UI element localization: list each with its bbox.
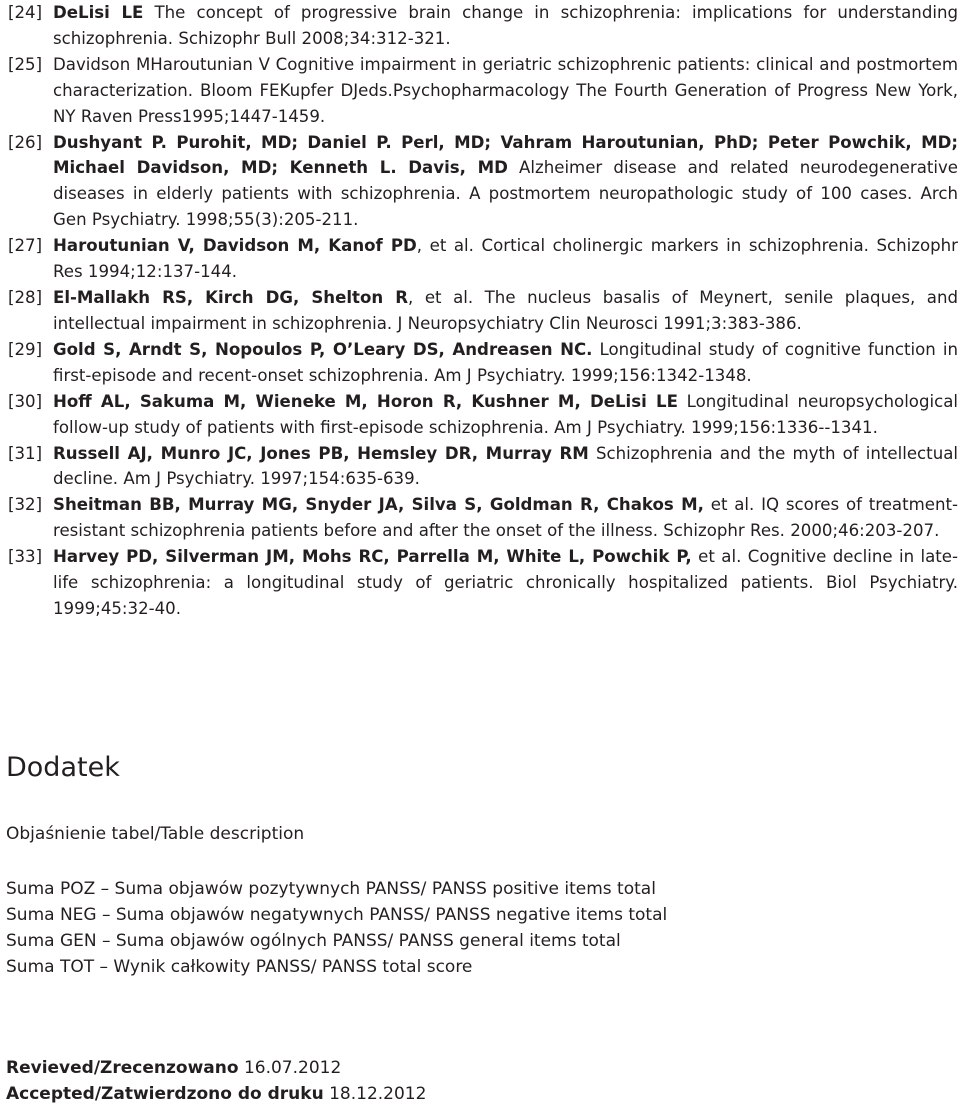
reference-28 (8, 285, 958, 337)
reference-text: Longitudinal study of cognitive function in first-episode and recent-onset schizophrenia. Am J Psychiatry. 1999;156:1342-1348. (53, 339, 959, 385)
reference-text: Schizophrenia and the myth of intellectual decline. Am J Psychiatry. 1997;154:635-639. (53, 443, 958, 489)
reference-27 (8, 233, 958, 285)
abbreviation-item: Suma GEN – Suma objawów ogólnych PANSS/ PANSS general items total (6, 931, 621, 951)
reference-text: Alzheimer disease and related neurodegenerative diseases in elderly patients with schizophrenia. A postmortem neuropathologic study of 100 cases. Arch Gen Psychiatry. 1998;55(3):205-211. (53, 158, 959, 230)
reference-authors: Gold S, Arndt S, Nopoulos P, O’Leary DS, Andreasen NC. (53, 339, 593, 359)
reference-text: et al. IQ scores of treatment-resistant schizophrenia patients before and after the onset of the illness. Schizophr Res. 2000;46:203-207. (53, 495, 958, 541)
reference-text: , et al. Cortical cholinergic markers in schizophrenia. Schizophr Res 1994;12:137-144. (53, 236, 958, 282)
reference-24 (8, 0, 958, 52)
reference-number: [29] (8, 339, 43, 359)
reference-authors: Hoff AL, Sakuma M, Wieneke M, Horon R, Kushner M, DeLisi LE (53, 391, 678, 411)
reference-text: , et al. The nucleus basalis of Meynert, senile plaques, and intellectual impairment in schizophrenia. J Neuropsychiatry Clin Neurosci 1991;3:383-386. (53, 288, 958, 333)
table-description-heading: Objaśnienie tabel/Table description (6, 824, 305, 844)
abbreviation-item: Suma TOT – Wynik całkowity PANSS/ PANSS total score (6, 957, 473, 977)
reference-25 (8, 52, 958, 130)
reference-authors: Dushyant P. Purohit, MD; Daniel P. Perl, MD; Vahram Haroutunian, PhD; Peter Powchik, MD; Michael Davidson, MD; Kenneth L. Davis, MD (53, 132, 958, 178)
appendix-title: Dodatek (6, 752, 120, 783)
reference-31 (8, 441, 958, 493)
reference-text: Davidson MHaroutunian V Cognitive impairment in geriatric schizophrenic patients: clinical and postmortem characterization. Bloom FEKupfer DJeds.Psychopharmacology The Fourth Generation of Progress New York, NY Raven Press1995;1447-1459. (53, 54, 958, 126)
reference-number: [33] (8, 547, 43, 567)
reviewed-label: Revieved/Zrecenzowano (6, 1058, 239, 1078)
reference-26 (8, 130, 958, 234)
abbreviation-item: Suma NEG – Suma objawów negatywnych PANSS/ PANSS negative items total (6, 905, 668, 925)
reference-authors: El-Mallakh RS, Kirch DG, Shelton R (53, 288, 408, 308)
reference-text: The concept of progressive brain change in schizophrenia: implications for understanding schizophrenia. Schizophr Bull 2008;34:312-321. (53, 3, 959, 48)
abbreviation-item: Suma POZ – Suma objawów pozytywnych PANSS/ PANSS positive items total (6, 879, 656, 899)
reviewed-date: 16.07.2012 (243, 1058, 342, 1078)
reference-number: [28] (8, 288, 43, 308)
reviewed-line (6, 1055, 426, 1081)
reference-number: [31] (8, 443, 43, 463)
reference-authors: Sheitman BB, Murray MG, Snyder JA, Silva S, Goldman R, Chakos M, (53, 495, 704, 515)
reference-29 (8, 337, 958, 389)
reference-authors: Haroutunian V, Davidson M, Kanof PD (53, 236, 417, 256)
reference-number: [32] (8, 495, 43, 515)
reference-text: Longitudinal neuropsychological follow-up study of patients with first-episode schizophrenia. Am J Psychiatry. 1999;156:1336--1341. (53, 391, 958, 437)
accepted-line (6, 1081, 426, 1107)
reference-authors: DeLisi LE (53, 3, 144, 23)
accepted-label: Accepted/Zatwierdzono do druku (6, 1084, 324, 1104)
reference-33 (8, 544, 958, 622)
reference-number: [26] (8, 132, 43, 152)
reference-number: [25] (8, 54, 43, 74)
reference-30 (8, 389, 958, 441)
reference-list (8, 0, 958, 622)
reference-32 (8, 492, 958, 544)
reference-authors: Russell AJ, Munro JC, Jones PB, Hemsley DR, Murray RM (53, 443, 589, 463)
reference-authors: Harvey PD, Silverman JM, Mohs RC, Parrella M, White L, Powchik P, (53, 547, 692, 567)
reference-number: [24] (8, 3, 43, 22)
abbreviation-list (6, 876, 667, 980)
reference-number: [27] (8, 236, 43, 256)
review-dates (6, 1055, 426, 1107)
accepted-date: 18.12.2012 (329, 1084, 427, 1104)
reference-text: et al. Cognitive decline in late-life schizophrenia: a longitudinal study of geriatric chronically hospitalized patients. Biol Psychiatry. 1999;45:32-40. (53, 547, 958, 618)
reference-number: [30] (8, 391, 43, 411)
